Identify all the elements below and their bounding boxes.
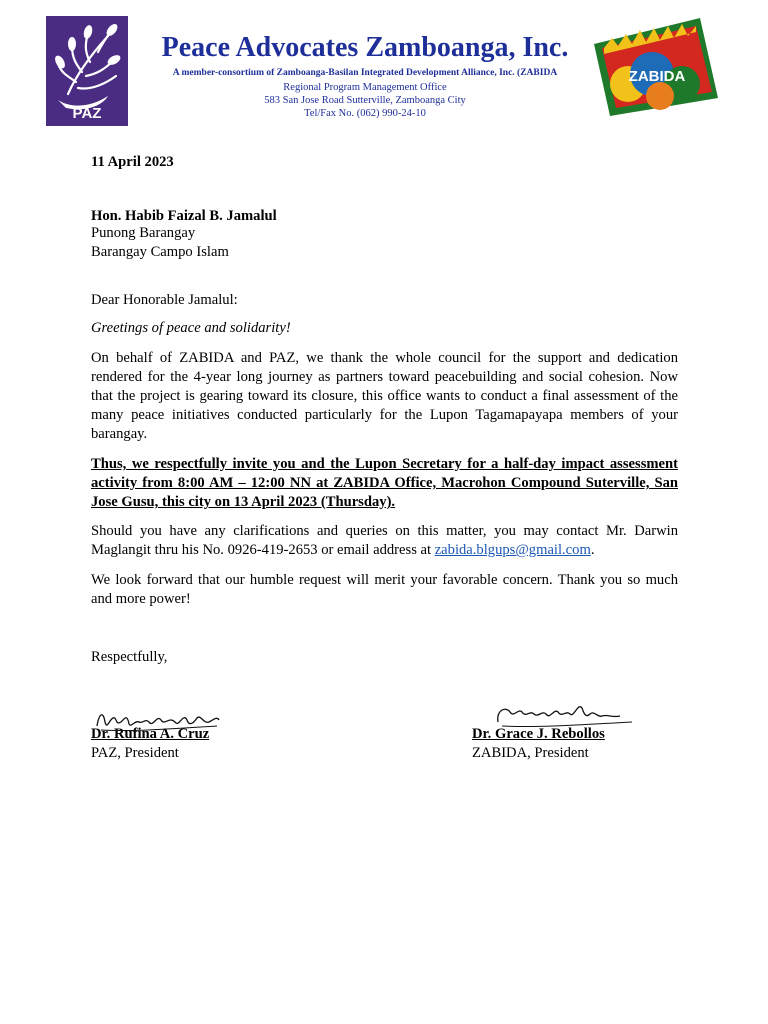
signatory-zabida (472, 696, 605, 763)
office-address: 583 San Jose Road Sutterville, Zamboanga City (264, 95, 466, 106)
recipient-name: Hon. Habib Faizal B. Jamalul (91, 208, 277, 224)
contact-email-link[interactable]: zabida.blgups@gmail.com (434, 542, 591, 558)
organization-subtitle: A member-consortium of Zamboanga-Basilan Integrated Development Alliance, Inc. (ZABIDA (172, 68, 558, 78)
paragraph-contact (91, 522, 678, 560)
recipient-title: Punong Barangay (91, 225, 196, 241)
paragraph-closing: We look forward that our humble request will merit your favorable concern. Thank you so much and more power! (91, 572, 678, 607)
signature-rufina-cruz (93, 702, 223, 736)
zabida-logo-text: ZABIDA (628, 68, 686, 85)
signatory-zabida-position: ZABIDA, President (472, 745, 589, 761)
contact-text-end: . (590, 542, 595, 558)
paragraph-invitation: Thus, we respectfully invite you and the Lupon Secretary for a half-day impact assessment activity from 8:00 AM – 12:00 NN at ZABIDA Office, Macrohon Compound Suterville, San Jose Gusu, this city on 13 April 2023 (Thursday). (91, 456, 678, 510)
office-telfax: Tel/Fax No. (062) 990-24-10 (304, 108, 426, 119)
contact-text: Should you have any clarifications and queries on this matter, you may contact Mr. Darwin Maglangit thru his No. 0926-419-2653 or email address at (91, 523, 678, 558)
letter-date: 11 April 2023 (91, 154, 174, 170)
letterhead (0, 0, 768, 130)
signatory-paz (91, 702, 209, 763)
paragraph-thanks: On behalf of ZABIDA and PAZ, we thank the whole council for the support and dedication rendered for the 4-year long journey as partners toward peacebuilding and social cohesion. Now that the project is gearing toward its closure, this office wants to conduct a final assessment of the many peace initiatives conducted particularly for the Lupon Tagamapayapa members of your barangay. (91, 350, 678, 442)
organization-name: Peace Advocates Zamboanga, Inc. (161, 32, 569, 63)
salutation: Dear Honorable Jamalul: (91, 292, 238, 308)
closing: Respectfully, (91, 649, 168, 665)
paz-logo (46, 16, 128, 126)
greeting: Greetings of peace and solidarity! (91, 320, 291, 336)
signature-grace-rebollos (492, 696, 642, 732)
zabida-logo (588, 14, 722, 118)
office-name: Regional Program Management Office (283, 82, 447, 93)
paz-logo-text: PAZ (72, 105, 102, 122)
signatory-paz-name: Dr. Rufina A. Cruz (91, 726, 210, 742)
signatory-zabida-name: Dr. Grace J. Rebollos (472, 726, 605, 742)
signatory-paz-position: PAZ, President (91, 745, 179, 761)
recipient-place: Barangay Campo Islam (91, 244, 229, 260)
